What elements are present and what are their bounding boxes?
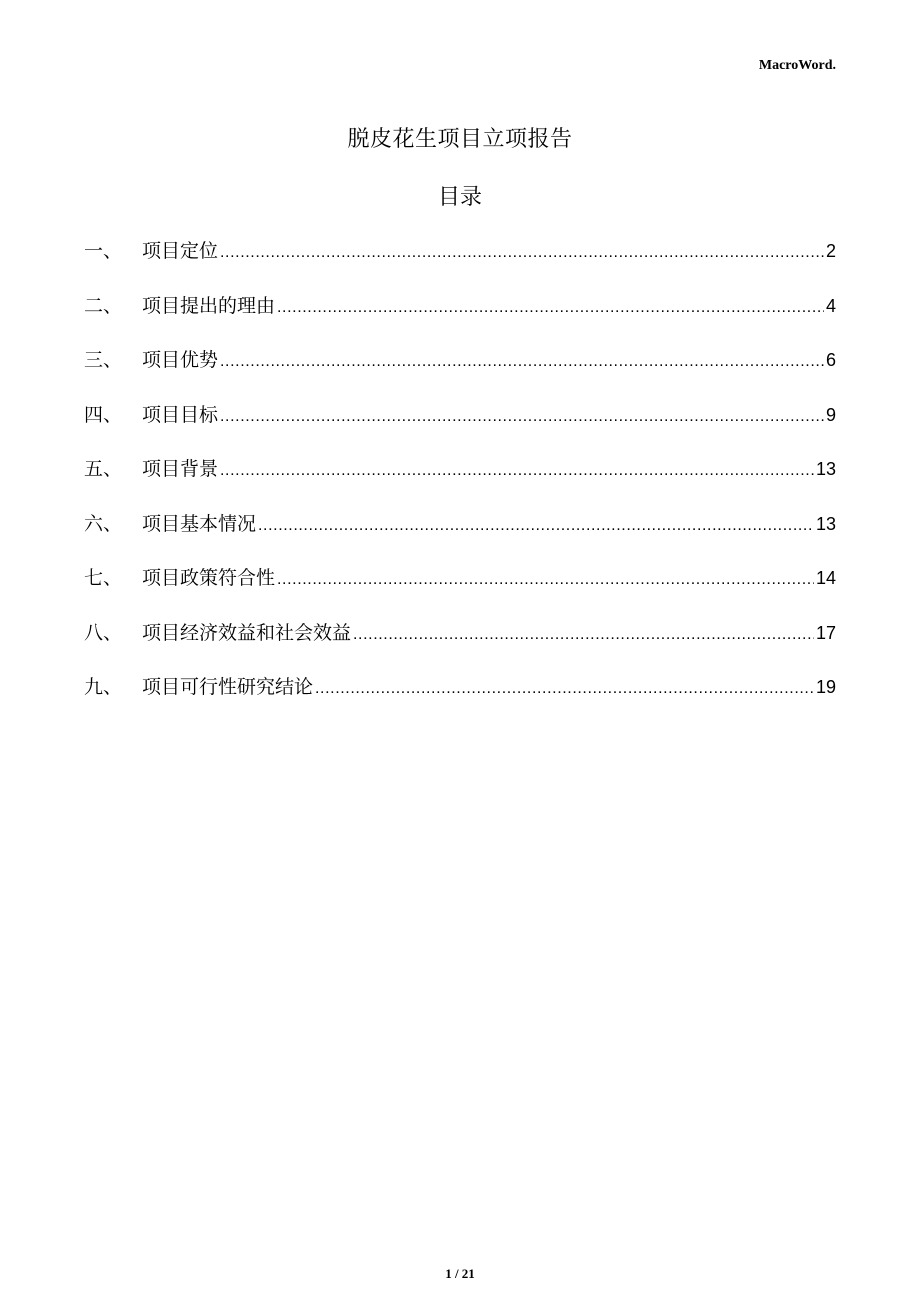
toc-entry-label: 项目可行性研究结论 bbox=[142, 676, 314, 698]
table-of-contents bbox=[84, 232, 836, 723]
document-title: 脱皮花生项目立项报告 bbox=[347, 127, 573, 152]
toc-entry[interactable] bbox=[84, 396, 836, 451]
toc-entry[interactable] bbox=[84, 232, 836, 287]
toc-dot-leader bbox=[277, 289, 824, 327]
toc-dot-leader bbox=[315, 670, 814, 708]
toc-entry-number: 四、 bbox=[84, 403, 123, 426]
toc-entry-number: 八、 bbox=[84, 621, 123, 644]
toc-entry[interactable] bbox=[84, 287, 836, 342]
toc-entry-page: 9 bbox=[825, 404, 836, 425]
toc-entry-number: 二、 bbox=[84, 294, 123, 317]
toc-entry[interactable] bbox=[84, 505, 836, 560]
toc-entry-page: 14 bbox=[815, 568, 836, 588]
toc-dot-leader bbox=[220, 452, 814, 490]
toc-entry[interactable] bbox=[84, 614, 836, 669]
toc-entry-label: 项目背景 bbox=[142, 458, 219, 480]
toc-entry-page: 17 bbox=[815, 622, 836, 643]
toc-dot-leader bbox=[220, 234, 824, 272]
toc-title: 目录 bbox=[437, 185, 482, 210]
toc-entry-label: 项目提出的理由 bbox=[142, 294, 276, 317]
toc-entry-number: 六、 bbox=[84, 512, 123, 535]
toc-entry-number: 七、 bbox=[84, 567, 123, 589]
toc-entry-number: 九、 bbox=[84, 676, 123, 698]
toc-entry-label: 项目定位 bbox=[142, 240, 219, 262]
toc-dot-leader bbox=[353, 616, 814, 654]
toc-entry-page: 13 bbox=[815, 459, 836, 479]
toc-entry-number: 五、 bbox=[84, 458, 123, 480]
toc-dot-leader bbox=[220, 398, 824, 436]
toc-entry-page: 6 bbox=[825, 350, 836, 370]
toc-dot-leader bbox=[258, 507, 814, 545]
toc-entry-number: 三、 bbox=[84, 349, 123, 371]
toc-entry-page: 13 bbox=[815, 513, 836, 534]
header-brand: MacroWord. bbox=[758, 58, 836, 73]
toc-entry-page: 4 bbox=[825, 295, 836, 316]
toc-dot-leader bbox=[220, 343, 824, 381]
toc-entry[interactable] bbox=[84, 668, 836, 723]
toc-entry-label: 项目目标 bbox=[142, 403, 219, 426]
toc-entry[interactable] bbox=[84, 341, 836, 396]
toc-entry-label: 项目政策符合性 bbox=[142, 567, 276, 589]
toc-entry[interactable] bbox=[84, 450, 836, 505]
toc-entry-number: 一、 bbox=[84, 240, 123, 262]
toc-entry-label: 项目经济效益和社会效益 bbox=[142, 621, 352, 644]
toc-entry-page: 2 bbox=[825, 241, 836, 261]
toc-dot-leader bbox=[277, 561, 814, 599]
page-indicator: 1 / 21 bbox=[445, 1266, 475, 1281]
toc-entry-page: 19 bbox=[815, 677, 836, 697]
toc-entry-label: 项目优势 bbox=[142, 349, 219, 371]
toc-entry[interactable] bbox=[84, 559, 836, 614]
toc-entry-label: 项目基本情况 bbox=[142, 512, 257, 535]
